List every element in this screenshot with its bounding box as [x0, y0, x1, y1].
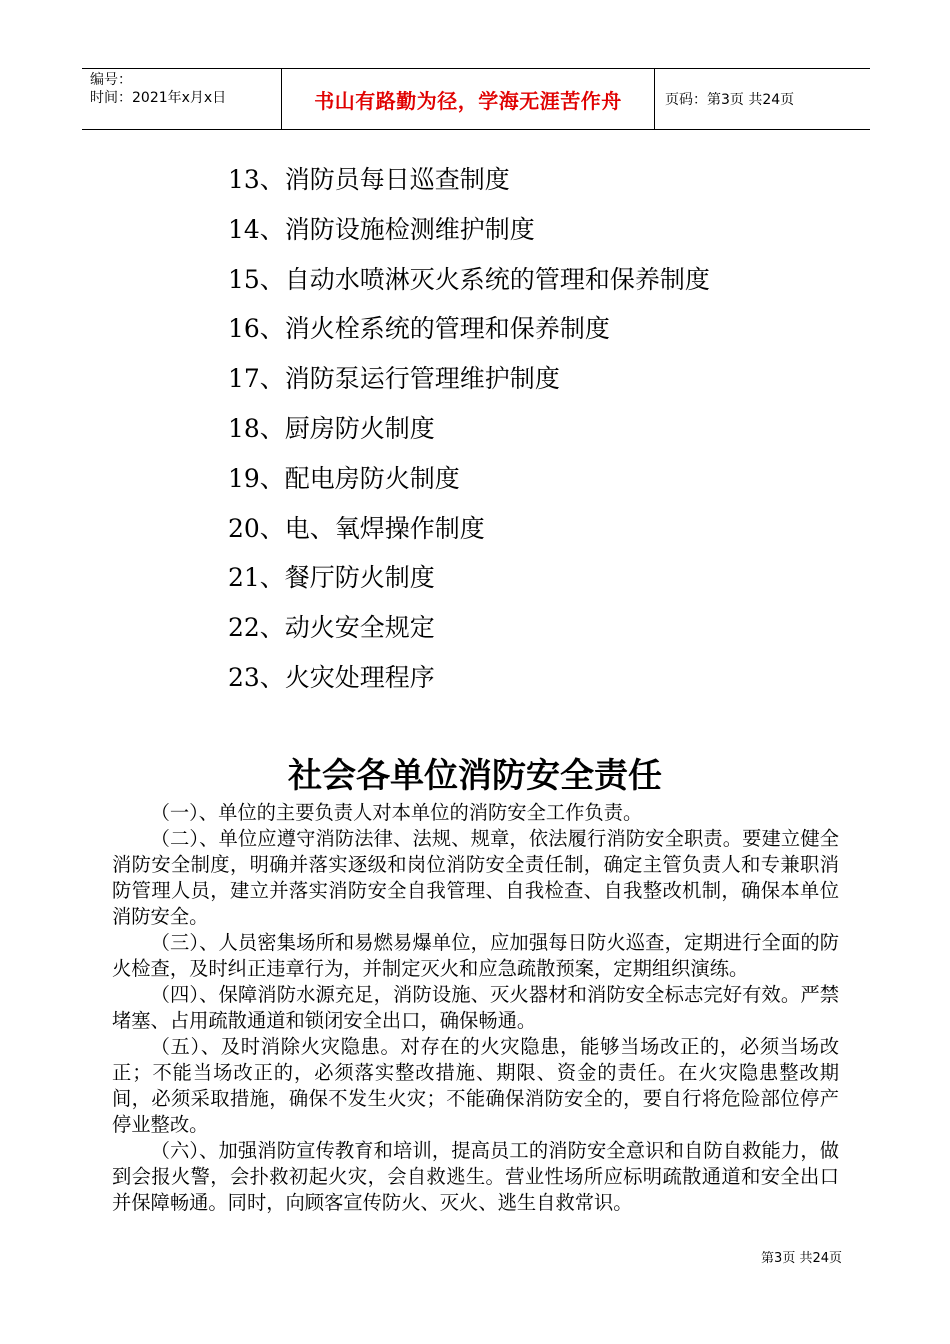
toc-item: 20、电、氧焊操作制度 — [228, 513, 485, 543]
page-header — [82, 68, 870, 130]
toc-item: 23、火灾处理程序 — [228, 662, 435, 692]
toc-item: 16、消火栓系统的管理和保养制度 — [228, 314, 610, 344]
section-title: 社会各单位消防安全责任 — [288, 756, 662, 796]
paragraph: （一）、单位的主要负责人对本单位的消防安全工作负责。 — [150, 801, 643, 824]
paragraph: （六）、加强消防宣传教育和培训，提高员工的消防安全意识和自防自救能力，做到会报火警，会扑救初起火灾，会自救逃生。营业性场所应标明疏散通道和安全出口并保障畅通。同时，向顾客宣传防火、灭火、逃生自救常识。 — [112, 1139, 839, 1214]
paragraph: （二）、单位应遵守消防法律、法规、规章，依法履行消防安全职责。要建立健全消防安全制度，明确并落实逐级和岗位消防安全责任制，确定主管负责人和专兼职消防管理人员，建立并落实消防安全自我管理、自我检查、自我整改机制，确保本单位消防安全。 — [112, 827, 839, 928]
toc-item: 15、自动水喷淋灭火系统的管理和保养制度 — [228, 264, 710, 294]
toc-item: 17、消防泵运行管理维护制度 — [228, 364, 560, 394]
toc-item: 13、消防员每日巡查制度 — [228, 165, 510, 194]
page-footer: 第3页 共24页 — [761, 1251, 842, 1266]
header-motto: 书山有路勤为径，学海无涯苦作舟 — [282, 69, 655, 129]
paragraph: （三）、人员密集场所和易燃易爆单位，应加强每日防火巡查，定期进行全面的防火检查，及时纠正违章行为，并制定灭火和应急疏散预案，定期组织演练。 — [112, 931, 839, 980]
toc-item: 21、餐厅防火制度 — [228, 563, 435, 593]
paragraph: （五）、及时消除火灾隐患。对存在的火灾隐患，能够当场改正的，必须当场改正；不能当场改正的，必须落实整改措施、期限、资金的责任。在火灾隐患整改期间，必须采取措施，确保不发生火灾；不能确保消防安全的，要自行将危险部位停产停业整改。 — [112, 1035, 839, 1136]
section-body — [112, 800, 839, 1216]
number-label: 编号： — [90, 72, 132, 88]
header-page-info: 页码：第3页 共24页 — [665, 92, 795, 108]
header-meta — [82, 69, 282, 129]
toc-item: 18、厨房防火制度 — [228, 413, 435, 443]
toc-item: 19、配电房防火制度 — [228, 463, 460, 493]
paragraph: （四）、保障消防水源充足，消防设施、灭火器材和消防安全标志完好有效。严禁堵塞、占用疏散通道和锁闭安全出口，确保畅通。 — [112, 983, 839, 1032]
toc-item: 22、动火安全规定 — [228, 613, 435, 643]
time-label: 时间：2021年x月x日 — [90, 90, 227, 106]
table-of-contents — [228, 158, 710, 706]
toc-item: 14、消防设施检测维护制度 — [228, 214, 535, 244]
